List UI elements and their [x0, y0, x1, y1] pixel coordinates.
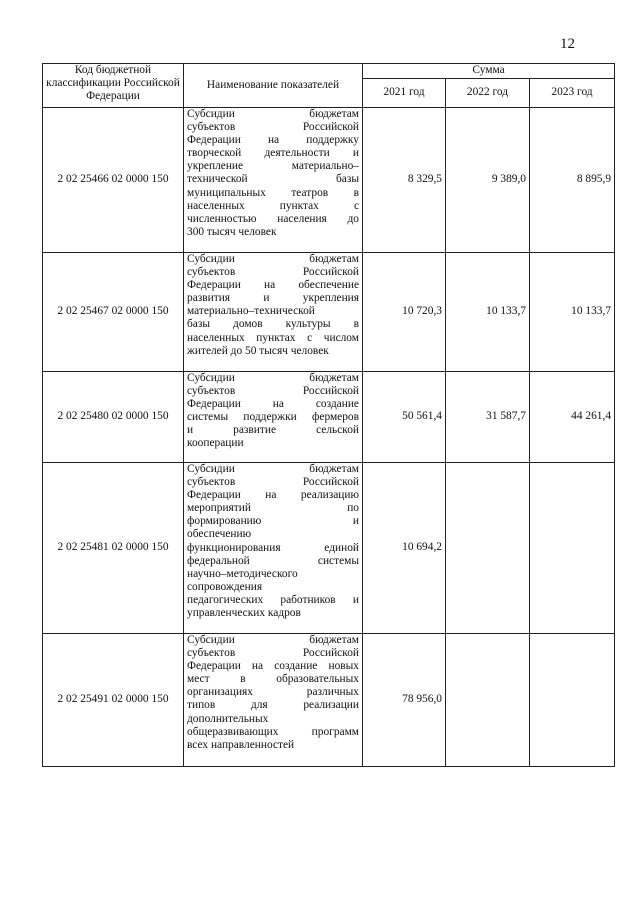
- indicator-name-line: материально–технической: [187, 305, 315, 318]
- indicator-name-line: Федерации на поддержку: [187, 134, 359, 147]
- amount-2021-cell: 8 329,5: [363, 108, 446, 253]
- header-sum: Сумма: [363, 64, 615, 79]
- page-number: 12: [560, 36, 575, 52]
- amount-2022-cell: 31 587,7: [446, 372, 530, 463]
- indicator-name-line: субъектов Российской: [187, 385, 359, 398]
- indicator-name-line: федеральной системы: [187, 554, 359, 567]
- amount-2023-cell: 10 133,7: [530, 253, 615, 372]
- indicator-name-line: Федерации на создание новых: [187, 660, 359, 673]
- indicator-name-line: технической базы: [187, 173, 359, 186]
- amount-2021-cell: 50 561,4: [363, 372, 446, 463]
- amount-2023-cell: [530, 463, 615, 634]
- budget-code-cell: 2 02 25481 02 0000 150: [43, 463, 184, 634]
- amount-2021-cell: 10 694,2: [363, 463, 446, 634]
- indicator-name-line: типов для реализации: [187, 699, 359, 712]
- amount-2021-cell: 78 956,0: [363, 634, 446, 767]
- indicator-name-line: Федерации на создание: [187, 398, 359, 411]
- indicator-name-line: Субсидии бюджетам: [187, 108, 359, 120]
- amount-2022-cell: 10 133,7: [446, 253, 530, 372]
- indicator-name-line: мероприятий по: [187, 502, 359, 515]
- indicator-name-line: развития и укрепления: [187, 292, 359, 305]
- amount-2022-cell: [446, 463, 530, 634]
- indicator-name-line: Федерации на обеспечение: [187, 279, 359, 292]
- indicator-name-line: базы домов культуры в: [187, 318, 359, 331]
- indicator-name-line: субъектов Российской: [187, 476, 359, 489]
- table-row: [43, 634, 615, 767]
- indicator-name-line: творческой деятельности и: [187, 147, 359, 160]
- indicator-name-line: субъектов Российской: [187, 647, 359, 660]
- indicator-name-line: функционирования единой: [187, 541, 359, 554]
- indicator-name-line: Субсидии бюджетам: [187, 372, 359, 384]
- indicator-name-cell: [184, 463, 363, 634]
- amount-2022-cell: [446, 634, 530, 767]
- indicator-name-line: 300 тысяч человек: [187, 225, 277, 238]
- header-year-2021: 2021 год: [363, 79, 446, 108]
- indicator-name-line: педагогических работников и: [187, 593, 359, 606]
- table-row: [43, 108, 615, 253]
- budget-code-cell: 2 02 25491 02 0000 150: [43, 634, 184, 767]
- indicator-name-line: населенных пунктах с: [187, 199, 359, 212]
- indicator-name-line: населенных пунктах с числом: [187, 331, 359, 344]
- indicator-name-line: дополнительных: [187, 712, 269, 725]
- indicator-name-line: укрепление материально–: [187, 160, 359, 173]
- table-row: [43, 253, 615, 372]
- indicator-name-line: муниципальных театров в: [187, 186, 359, 199]
- indicator-name-line: жителей до 50 тысяч человек: [187, 344, 329, 357]
- indicator-name-line: организациях различных: [187, 686, 359, 699]
- indicator-name-line: Федерации на реализацию: [187, 489, 359, 502]
- amount-2023-cell: [530, 634, 615, 767]
- indicator-name-line: Субсидии бюджетам: [187, 634, 359, 646]
- indicator-name-line: Субсидии бюджетам: [187, 463, 359, 475]
- indicator-name-line: всех направленностей: [187, 738, 295, 751]
- indicator-name-line: управленческих кадров: [187, 607, 301, 620]
- table-row: [43, 463, 615, 634]
- header-year-2023: 2023 год: [530, 79, 615, 108]
- indicator-name-line: Субсидии бюджетам: [187, 253, 359, 265]
- indicator-name-cell: [184, 372, 363, 463]
- indicator-name-line: кооперации: [187, 437, 244, 450]
- indicator-name-line: общеразвивающих программ: [187, 725, 359, 738]
- indicator-name-cell: [184, 108, 363, 253]
- amount-2021-cell: 10 720,3: [363, 253, 446, 372]
- budget-code-cell: 2 02 25467 02 0000 150: [43, 253, 184, 372]
- indicator-name-line: научно–методического: [187, 567, 298, 580]
- header-name: Наименование показателей: [184, 64, 363, 108]
- indicator-name-cell: [184, 634, 363, 767]
- indicator-name-line: системы поддержки фермеров: [187, 411, 359, 424]
- indicator-name-line: субъектов Российской: [187, 121, 359, 134]
- indicator-name-line: субъектов Российской: [187, 266, 359, 279]
- indicator-name-line: и развитие сельской: [187, 424, 359, 437]
- amount-2023-cell: 44 261,4: [530, 372, 615, 463]
- indicator-name-line: сопровождения: [187, 580, 263, 593]
- indicator-name-line: формированию и: [187, 515, 359, 528]
- header-year-2022: 2022 год: [446, 79, 530, 108]
- indicator-name-line: численностью населения до: [187, 212, 359, 225]
- amount-2022-cell: 9 389,0: [446, 108, 530, 253]
- indicator-name-line: мест в образовательных: [187, 673, 359, 686]
- budget-code-cell: 2 02 25480 02 0000 150: [43, 372, 184, 463]
- budget-code-cell: 2 02 25466 02 0000 150: [43, 108, 184, 253]
- indicator-name-cell: [184, 253, 363, 372]
- budget-table: [42, 63, 615, 767]
- table-row: [43, 372, 615, 463]
- header-code: Код бюджетной классификации Российской Федерации: [43, 64, 184, 108]
- indicator-name-line: обеспечению: [187, 528, 252, 541]
- amount-2023-cell: 8 895,9: [530, 108, 615, 253]
